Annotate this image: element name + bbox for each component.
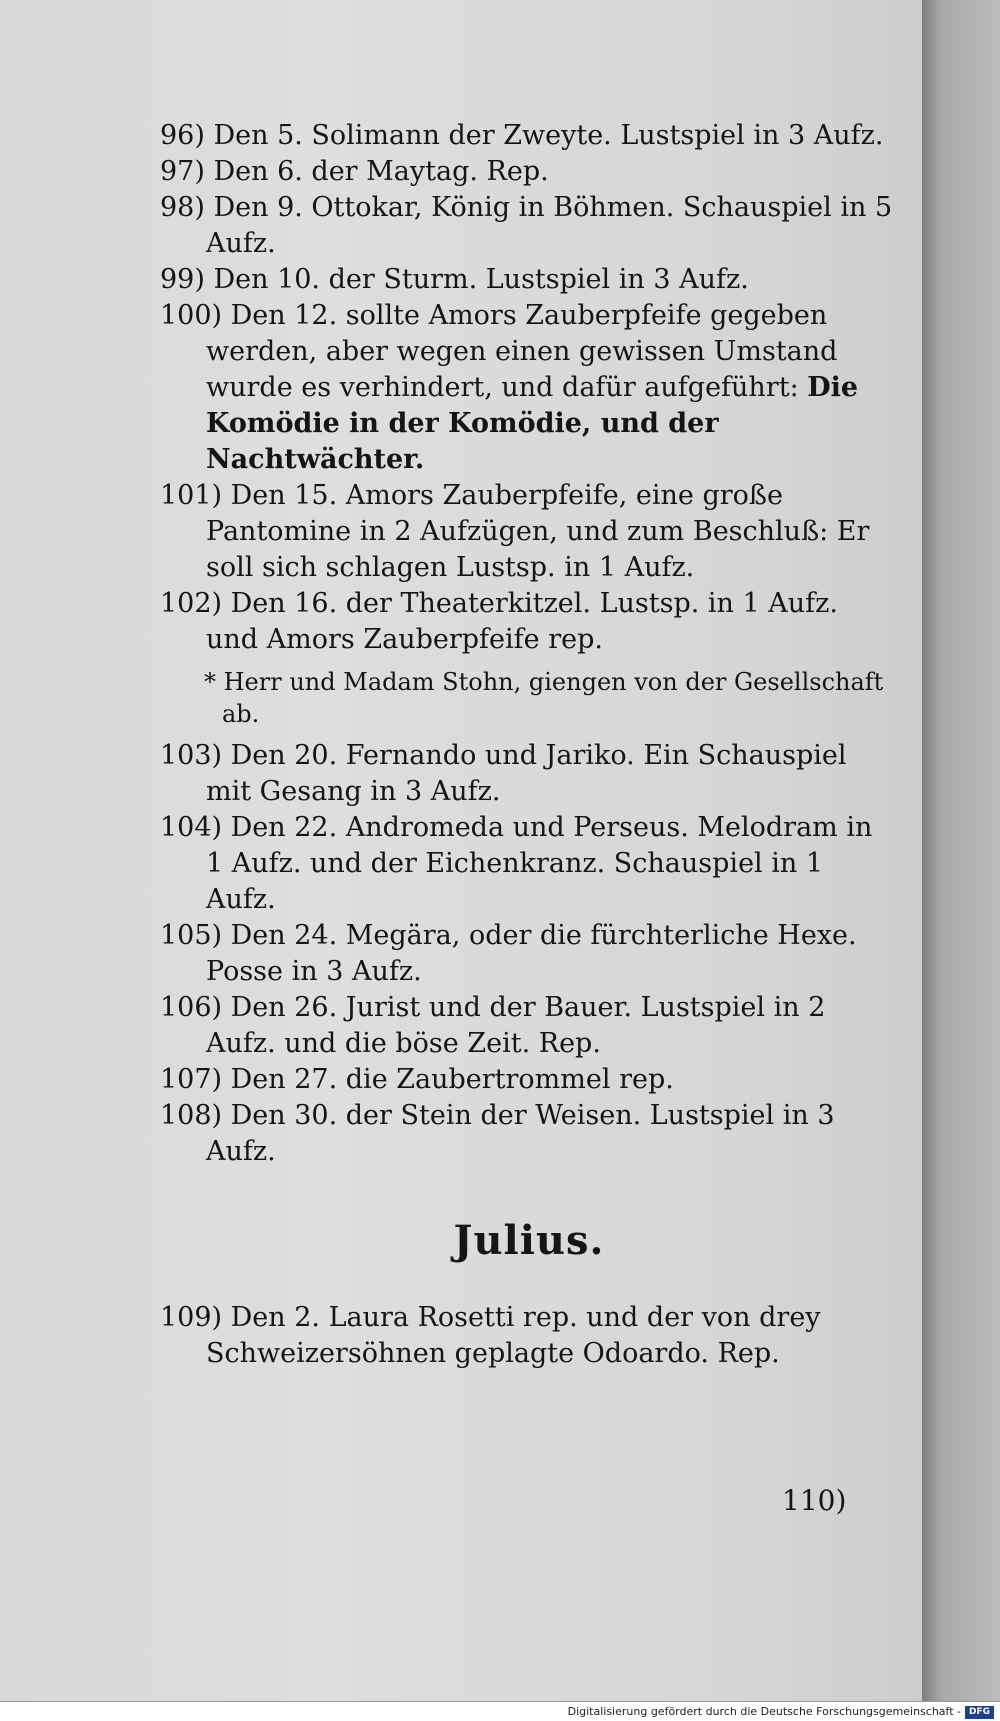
- entry-107: 107) Den 27. die Zaubertrommel rep.: [160, 1064, 674, 1095]
- entry-100-text: 100) Den 12. sollte Amors Zauberpfeife gegeben werden, aber wegen einen gewissen Umstand wurde es verhindert, und dafür aufgeführt:: [160, 300, 838, 403]
- entry-104: 104) Den 22. Andromeda und Perseus. Melodram in 1 Aufz. und der Eichenkranz. Schauspiel in 1 Aufz.: [160, 812, 873, 915]
- entry-100-title: Die Komödie in der Komödie, und der Nachtwächter.: [206, 372, 859, 475]
- entry-101: 101) Den 15. Amors Zauberpfeife, eine große Pantomine in 2 Aufzügen, und zum Beschluß: Er soll sich schlagen Lustsp. in 1 Aufz.: [160, 480, 870, 583]
- entry-106: 106) Den 26. Jurist und der Bauer. Lustspiel in 2 Aufz. und die böse Zeit. Rep.: [160, 992, 826, 1059]
- entry-102: 102) Den 16. der Theaterkitzel. Lustsp. in 1 Aufz. und Amors Zauberpfeife rep.: [160, 588, 838, 655]
- entry-96: 96) Den 5. Solimann der Zweyte. Lustspiel in 3 Aufz.: [160, 120, 884, 151]
- page-edge: [922, 0, 1000, 1721]
- entry-99: 99) Den 10. der Sturm. Lustspiel in 3 Aufz.: [160, 264, 749, 295]
- entry-100: [160, 298, 898, 478]
- footer-text: Digitalisierung gefördert durch die Deutsche Forschungsgemeinschaft -: [567, 1705, 961, 1718]
- page-text: [160, 118, 898, 1372]
- dfg-logo: DFG: [965, 1706, 994, 1719]
- digitization-footer: [0, 1701, 1000, 1721]
- entry-103: 103) Den 20. Fernando und Jariko. Ein Schauspiel mit Gesang in 3 Aufz.: [160, 740, 847, 807]
- entry-108: 108) Den 30. der Stein der Weisen. Lustspiel in 3 Aufz.: [160, 1100, 835, 1167]
- entry-109: 109) Den 2. Laura Rosetti rep. und der von drey Schweizersöhnen geplagte Odoardo. Rep.: [160, 1302, 821, 1369]
- entry-97: 97) Den 6. der Maytag. Rep.: [160, 156, 549, 187]
- catchword: 110): [782, 1484, 847, 1517]
- footnote: * Herr und Madam Stohn, giengen von der Gesellschaft ab.: [204, 668, 884, 728]
- entry-105: 105) Den 24. Megära, oder die fürchterliche Hexe. Posse in 3 Aufz.: [160, 920, 857, 987]
- month-heading: Julius.: [453, 1217, 605, 1264]
- entry-98: 98) Den 9. Ottokar, König in Böhmen. Schauspiel in 5 Aufz.: [160, 192, 893, 259]
